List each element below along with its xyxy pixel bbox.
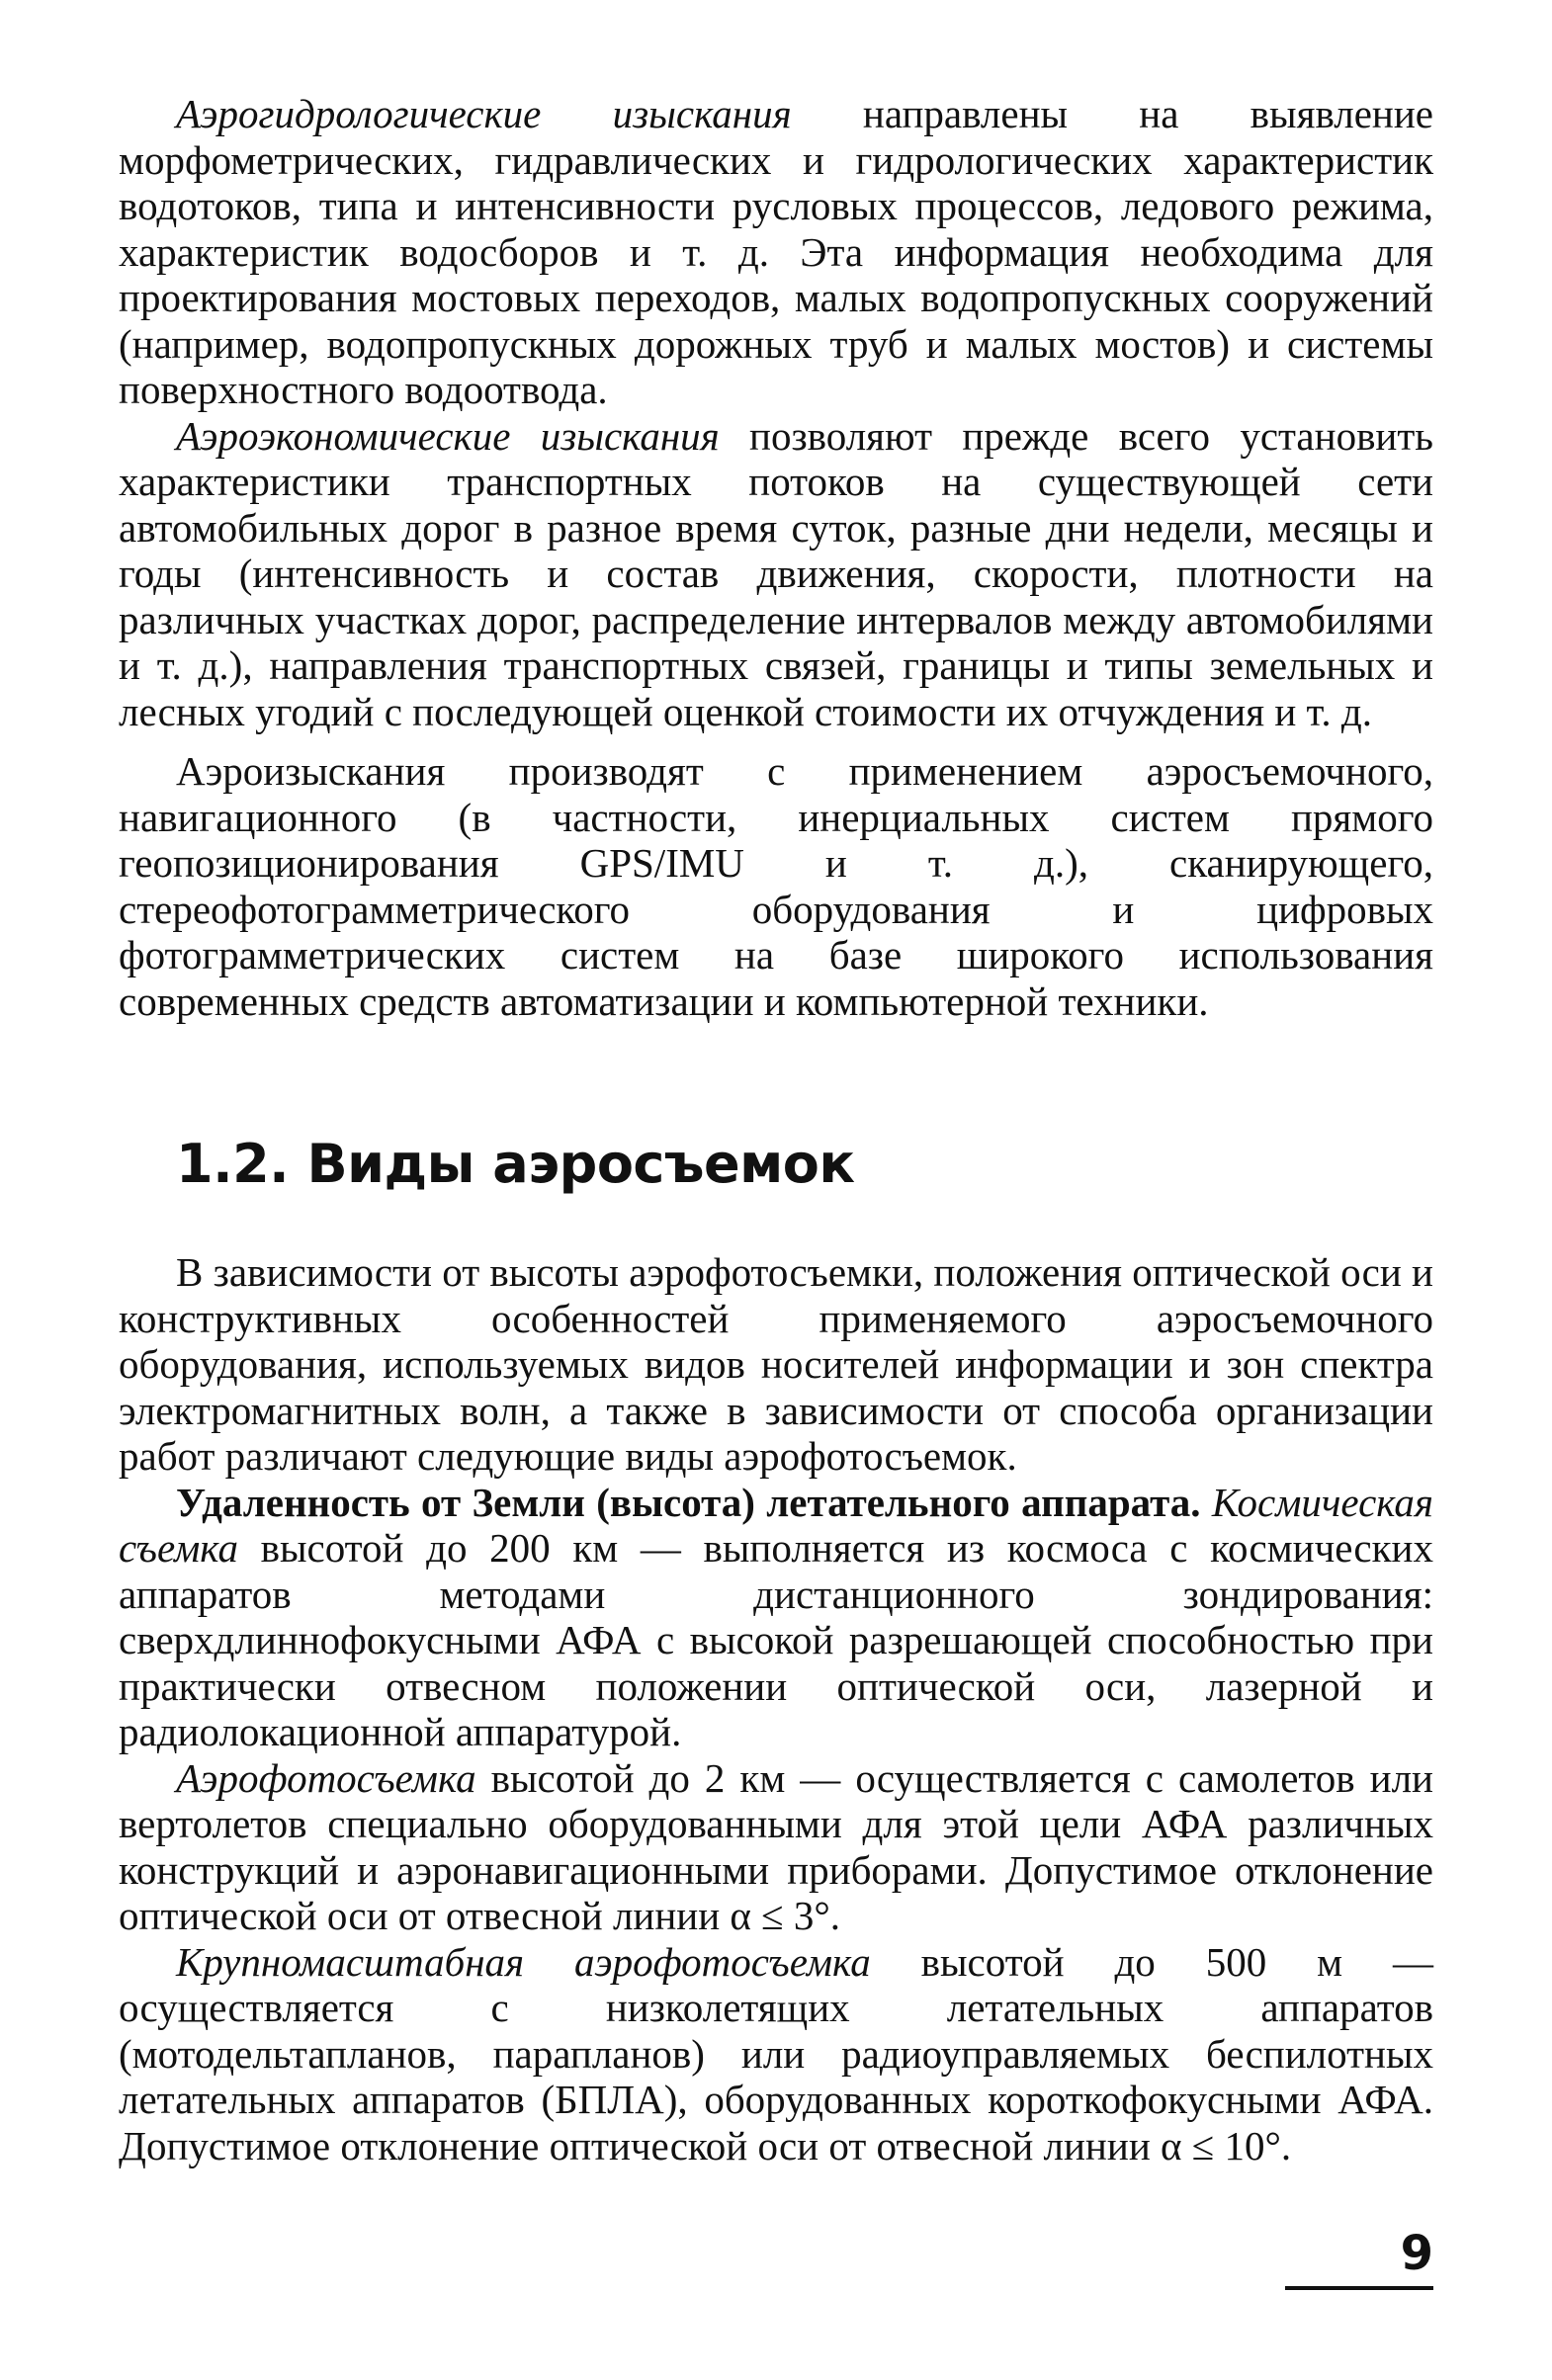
paragraph-text: Аэроизыскания производят с применением аэросъемочного, навигационного (в частности, инерциальных систем прямого геопозиционирования GPS/IMU и т. д.), сканирующего, стереофотограмметрического оборудования и цифровых фотограмметрических систем на базе широкого использования современных средств автоматизации и компьютерной техники. <box>119 748 1433 1024</box>
term-space-survey: Космическая съемка <box>119 1479 1433 1571</box>
paragraph-aerohydrological-surveys <box>119 91 1433 413</box>
book-page <box>119 91 1433 2168</box>
paragraph-survey-types-intro <box>119 1249 1433 1480</box>
paragraph-text: высотой до 200 км — выполняется из космоса с космических аппаратов методами дистанционного зондирования: сверхдлиннофокусными АФА с высокой разрешающей способностью при практически отвесном положении оптической оси, лазерной и радиолокационной аппаратурой. <box>119 1525 1433 1754</box>
paragraph-text: В зависимости от высоты аэрофотосъемки, положения оптической оси и конструктивных особенностей применяемого аэросъемочного оборудования, используемых видов носителей информации и зон спектра электромагнитных волн, а также в зависимости от способа организации работ различают следующие виды аэрофотосъемок. <box>119 1249 1433 1479</box>
paragraph-text: высотой до 2 км — осуществляется с самолетов или вертолетов специально оборудованными для этой цели АФА различных конструкций и аэронавигационными приборами. Допустимое отклонение оптической оси от отвесной линии α ≤ 3°. <box>119 1754 1433 1938</box>
term-large-scale-aerial-photography: Крупномасштабная аэрофотосъемка <box>176 1938 871 1985</box>
paragraph-large-scale-aerial-photography <box>119 1939 1433 2169</box>
paragraph-space-survey <box>119 1480 1433 1755</box>
bold-lead-altitude: Удаленность от Земли (высота) летательного аппарата. <box>176 1479 1201 1525</box>
paragraph-aerial-photography <box>119 1755 1433 1939</box>
paragraph-aerosurvey-equipment <box>119 748 1433 1024</box>
page-number-rule <box>1285 2286 1433 2290</box>
paragraph-text: позволяют прежде всего установить характеристики транспортных потоков на существующей сети автомобильных дорог в разное время суток, разные дни недели, месяцы и годы (интенсивность и состав движения, скорости, плотности на различных участках дорог, распределение интервалов между автомобилями и т. д.), направления транспортных связей, границы и типы земельных и лесных угодий с последующей оценкой стоимости их отчуждения и т. д. <box>119 412 1433 734</box>
paragraph-text: направлены на выявление морфометрических, гидравлических и гидрологических характеристик водотоков, типа и интенсивности русловых процессов, ледового режима, характеристик водосборов и т. д. Эта информация необходима для проектирования мостовых переходов, малых водопропускных сооружений (например, водопропускных дорожных труб и малых мостов) и системы поверхностного водоотвода. <box>119 91 1433 412</box>
paragraph-text: высотой до 500 м — осуществляется с низколетящих летательных аппаратов (мотодельтапланов, парапланов) или радиоуправляемых беспилотных летательных аппаратов (БПЛА), оборудованных короткофокусными АФА. Допустимое отклонение оптической оси от отвесной линии α ≤ 10°. <box>119 1938 1434 2168</box>
term-aerohydrological-surveys: Аэрогидрологические изыскания <box>176 91 792 136</box>
paragraph-aeroeconomic-surveys <box>119 413 1433 735</box>
page-number: 9 <box>1400 2226 1433 2281</box>
section-heading: 1.2. Виды аэросъемок <box>176 1133 855 1195</box>
term-aerial-photography: Аэрофотосъемка <box>176 1754 476 1801</box>
term-aeroeconomic-surveys: Аэроэкономические изыскания <box>176 412 720 459</box>
